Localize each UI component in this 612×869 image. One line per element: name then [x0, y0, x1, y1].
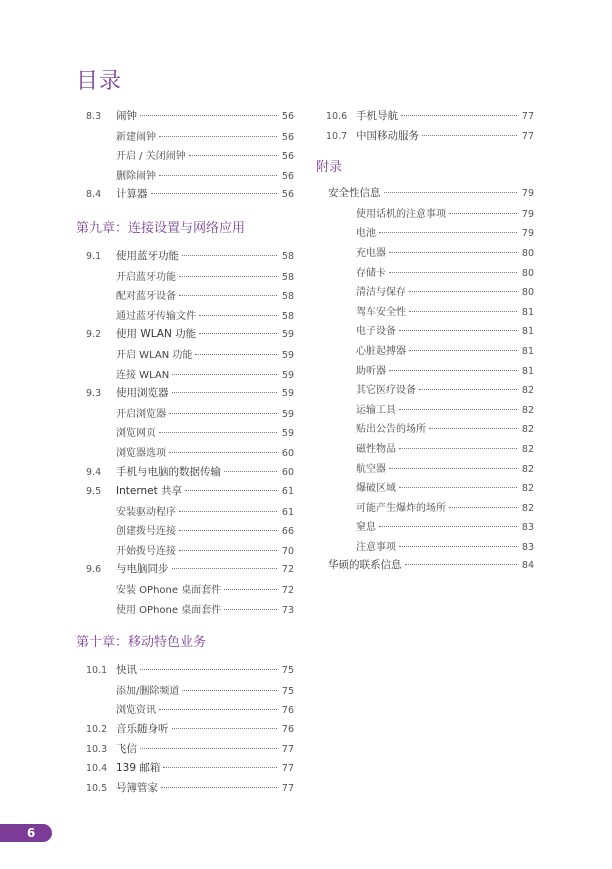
toc-dot-leader: [169, 413, 277, 414]
toc-entry[interactable]: [76, 682, 294, 702]
toc-entry-page: 59: [281, 408, 294, 420]
toc-entry[interactable]: [76, 385, 294, 405]
toc-entry-page: 56: [281, 111, 294, 122]
toc-entry-page: 82: [521, 385, 534, 397]
toc-entry-page: 59: [281, 388, 294, 400]
toc-entry-page: 79: [521, 228, 534, 240]
toc-entry-page: 82: [521, 443, 534, 455]
toc-dot-leader: [172, 392, 278, 393]
toc-entry-page: 82: [521, 483, 534, 495]
toc-entry-title: 磁性物品: [356, 443, 396, 455]
toc-entry[interactable]: [316, 440, 534, 460]
toc-entry-title: 使用蓝牙功能: [116, 249, 179, 262]
toc-dot-leader: [224, 609, 277, 610]
toc-dot-leader: [401, 115, 517, 116]
toc-entry-title: 其它医疗设备: [356, 385, 416, 397]
toc-entry-page: 58: [281, 250, 294, 262]
toc-entry-title: 助听器: [356, 365, 386, 377]
toc-dot-leader: [179, 276, 277, 277]
toc-entry-page: 73: [281, 604, 294, 616]
toc-entry-page: 61: [281, 506, 294, 518]
toc-entry[interactable]: [316, 401, 534, 421]
toc-entry-page: 77: [521, 130, 534, 142]
toc-entry-page: 81: [521, 306, 534, 318]
toc-dot-leader: [399, 330, 517, 331]
toc-entry-title: 新建闹钟: [116, 131, 156, 143]
toc-dot-leader: [405, 564, 518, 565]
toc-entry-title: 使用话机的注意事项: [356, 208, 446, 220]
toc-entry[interactable]: [316, 420, 534, 440]
toc-entry[interactable]: [76, 147, 294, 167]
toc-entry[interactable]: [316, 557, 534, 577]
toc-entry[interactable]: [76, 444, 294, 464]
toc-entry[interactable]: [316, 205, 534, 225]
toc-entry[interactable]: [316, 283, 534, 303]
toc-entry[interactable]: [316, 244, 534, 264]
toc-entry-page: 60: [281, 466, 294, 478]
toc-dot-leader: [409, 291, 517, 292]
toc-dot-leader: [163, 767, 277, 768]
toc-dot-leader: [422, 135, 517, 136]
toc-entry-title: 连接 WLAN: [116, 369, 170, 381]
toc-dot-leader: [159, 175, 277, 176]
toc-dot-leader: [399, 487, 517, 488]
toc-entry-title: 浏览器选项: [116, 447, 166, 459]
toc-dot-leader: [169, 452, 277, 453]
toc-entry[interactable]: [316, 499, 534, 519]
toc-entry-title: 创建拨号连接: [116, 526, 176, 538]
toc-entry-number: 10.5: [86, 782, 108, 794]
toc-entry-number: 9.1: [86, 250, 102, 262]
toc-dot-leader: [182, 255, 277, 256]
toc-entry-number: 10.6: [326, 111, 348, 122]
toc-entry-title: 可能产生爆炸的场所: [356, 502, 446, 514]
toc-entry-page: 58: [281, 310, 294, 322]
toc-entry-title: 窒息: [356, 522, 376, 534]
toc-dot-leader: [409, 311, 517, 312]
toc-entry-page: 84: [521, 560, 534, 572]
toc-dot-leader: [159, 709, 277, 710]
toc-entry-page: 81: [521, 365, 534, 377]
toc-entry-title: 驾车安全性: [356, 306, 406, 318]
toc-dot-leader: [172, 374, 277, 375]
toc-entry[interactable]: [316, 185, 534, 205]
toc-entry-title: 飞信: [116, 742, 137, 755]
toc-entry[interactable]: [316, 128, 534, 148]
toc-dot-leader: [179, 295, 277, 296]
toc-entry-title: 爆破区域: [356, 483, 396, 495]
toc-entry-title: 安装驱动程序: [116, 506, 176, 518]
toc-entry[interactable]: [316, 108, 534, 128]
toc-entry[interactable]: [76, 307, 294, 327]
toc-entry-page: 59: [281, 329, 294, 341]
toc-entry-number: 9.3: [86, 388, 102, 400]
toc-dot-leader: [195, 354, 277, 355]
toc-entry-number: 9.5: [86, 486, 102, 498]
toc-entry-page: 56: [281, 170, 294, 182]
toc-entry-title: 开启蓝牙功能: [116, 271, 176, 283]
toc-entry-number: 8.3: [86, 111, 102, 122]
toc-entry-page: 59: [281, 369, 294, 381]
toc-entry-page: 72: [281, 585, 294, 597]
toc-entry-number: 10.7: [326, 130, 348, 142]
toc-dot-leader: [159, 136, 277, 137]
toc-entry-number: 10.2: [86, 724, 108, 736]
toc-dot-leader: [182, 690, 277, 691]
toc-entry-title: 运输工具: [356, 404, 396, 416]
toc-entry[interactable]: [316, 381, 534, 401]
toc-entry[interactable]: [76, 662, 294, 682]
toc-dot-leader: [179, 550, 277, 551]
toc-dot-leader: [179, 530, 277, 531]
page-title: 目录: [76, 69, 123, 94]
toc-entry-page: 72: [281, 564, 294, 576]
page-number-badge: 6: [0, 824, 52, 842]
toc-entry[interactable]: [76, 108, 294, 128]
toc-entry[interactable]: [76, 366, 294, 386]
toc-entry-title: Internet 共享: [116, 485, 183, 498]
toc-entry-title: 安装 OPhone 桌面套件: [116, 585, 222, 597]
toc-entry[interactable]: [76, 287, 294, 307]
toc-dot-leader: [140, 669, 277, 670]
toc-entry-title: 电池: [356, 228, 376, 240]
toc-entry-page: 66: [281, 526, 294, 538]
toc-entry[interactable]: [76, 483, 294, 503]
toc-entry-page: 81: [521, 326, 534, 338]
toc-dot-leader: [379, 232, 517, 233]
toc-entry-title: 充电器: [356, 247, 386, 259]
toc-entry-page: 76: [281, 705, 294, 717]
toc-entry-title: 通过蓝牙传输文件: [116, 310, 196, 322]
toc-left-column: [76, 108, 294, 799]
toc-entry-page: 80: [521, 287, 534, 299]
toc-entry-page: 82: [521, 502, 534, 514]
toc-entry-title: 安全性信息: [328, 187, 381, 200]
toc-entry-title: 配对蓝牙设备: [116, 291, 176, 303]
toc-entry-page: 76: [281, 724, 294, 736]
toc-entry-page: 60: [281, 447, 294, 459]
toc-section-heading: 附录: [316, 160, 343, 176]
toc-dot-leader: [389, 272, 517, 273]
toc-entry[interactable]: [316, 342, 534, 362]
toc-dot-leader: [384, 192, 518, 193]
toc-dot-leader: [449, 507, 517, 508]
toc-entry-number: 10.3: [86, 743, 108, 755]
toc-entry-title: 快讯: [116, 664, 137, 677]
toc-entry[interactable]: [76, 128, 294, 148]
toc-entry[interactable]: [316, 303, 534, 323]
toc-entry-title: 电子设备: [356, 326, 396, 338]
toc-dot-leader: [199, 315, 277, 316]
toc-entry-title: 139 邮箱: [116, 762, 161, 775]
toc-dot-leader: [189, 155, 277, 156]
toc-entry[interactable]: [76, 581, 294, 601]
toc-entry-title: 号簿管家: [116, 781, 158, 794]
toc-entry-page: 83: [521, 522, 534, 534]
toc-entry-page: 61: [281, 486, 294, 498]
toc-entry[interactable]: [76, 167, 294, 187]
toc-dot-leader: [429, 428, 517, 429]
toc-dot-leader: [379, 526, 517, 527]
toc-entry-number: 9.2: [86, 329, 102, 341]
toc-entry-number: 10.4: [86, 763, 108, 775]
toc-entry[interactable]: [76, 601, 294, 621]
toc-entry-page: 77: [281, 743, 294, 755]
toc-entry[interactable]: [76, 542, 294, 562]
toc-entry[interactable]: [76, 464, 294, 484]
toc-entry-title: 注意事项: [356, 541, 396, 553]
toc-dot-leader: [399, 546, 517, 547]
toc-dot-leader: [161, 787, 277, 788]
toc-entry-page: 82: [521, 404, 534, 416]
toc-entry-page: 56: [281, 131, 294, 143]
toc-entry-page: 77: [281, 763, 294, 775]
toc-dot-leader: [172, 728, 278, 729]
toc-entry-page: 58: [281, 271, 294, 283]
toc-entry[interactable]: [316, 518, 534, 538]
toc-dot-leader: [389, 370, 517, 371]
toc-entry-title: 心脏起搏器: [356, 345, 406, 357]
toc-entry-title: 计算器: [116, 188, 148, 201]
toc-entry-number: 10.1: [86, 665, 108, 677]
toc-entry[interactable]: [316, 224, 534, 244]
toc-dot-leader: [140, 115, 277, 116]
toc-entry-title: 添加/删除频道: [116, 685, 180, 697]
toc-entry[interactable]: [76, 268, 294, 288]
toc-entry-title: 使用 OPhone 桌面套件: [116, 604, 222, 616]
toc-entry[interactable]: [76, 760, 294, 780]
toc-entry-page: 70: [281, 545, 294, 557]
toc-dot-leader: [199, 333, 277, 334]
toc-entry[interactable]: [76, 186, 294, 206]
toc-entry-title: 使用 WLAN 功能: [116, 328, 197, 341]
toc-entry-page: 75: [281, 665, 294, 677]
toc-entry-page: 82: [521, 424, 534, 436]
toc-entry[interactable]: [76, 561, 294, 581]
toc-entry[interactable]: [76, 405, 294, 425]
toc-entry-title: 存储卡: [356, 267, 386, 279]
toc-entry-title: 删除闹钟: [116, 170, 156, 182]
toc-dot-leader: [224, 471, 277, 472]
toc-entry-title: 开启浏览器: [116, 408, 166, 420]
toc-dot-leader: [140, 748, 277, 749]
toc-entry-title: 与电脑同步: [116, 563, 169, 576]
toc-entry-page: 77: [521, 111, 534, 122]
toc-entry-title: 开始拨号连接: [116, 545, 176, 557]
toc-dot-leader: [179, 511, 277, 512]
toc-dot-leader: [389, 468, 517, 469]
toc-dot-leader: [449, 213, 517, 214]
toc-entry[interactable]: [76, 346, 294, 366]
toc-entry-title: 贴出公告的场所: [356, 424, 426, 436]
toc-dot-leader: [151, 193, 278, 194]
toc-entry-page: 79: [521, 208, 534, 220]
toc-entry-page: 79: [521, 188, 534, 200]
toc-dot-leader: [224, 589, 277, 590]
toc-entry-number: 8.4: [86, 189, 102, 201]
toc-entry[interactable]: [76, 424, 294, 444]
toc-entry-page: 83: [521, 541, 534, 553]
toc-entry[interactable]: [76, 780, 294, 800]
toc-entry[interactable]: [76, 248, 294, 268]
toc-section-heading: 第十章：移动特色业务: [76, 635, 207, 651]
toc-section-heading: 第九章：连接设置与网络应用: [76, 220, 246, 236]
toc-dot-leader: [185, 490, 277, 491]
toc-entry-page: 82: [521, 463, 534, 475]
toc-dot-leader: [399, 409, 517, 410]
toc-entry[interactable]: [316, 362, 534, 382]
toc-dot-leader: [409, 350, 517, 351]
toc-entry-title: 中国移动服务: [356, 129, 419, 142]
toc-entry-title: 浏览网页: [116, 428, 156, 440]
toc-entry-title: 清洁与保存: [356, 287, 406, 299]
toc-entry-page: 59: [281, 349, 294, 361]
toc-entry-title: 音乐随身听: [116, 723, 169, 736]
toc-entry-title: 开启 WLAN 功能: [116, 349, 193, 361]
toc-dot-leader: [159, 432, 277, 433]
toc-entry-number: 9.4: [86, 466, 102, 478]
toc-dot-leader: [419, 389, 517, 390]
toc-entry[interactable]: [76, 522, 294, 542]
toc-entry[interactable]: [76, 701, 294, 721]
toc-entry-page: 80: [521, 267, 534, 279]
toc-entry-title: 航空器: [356, 463, 386, 475]
toc-entry-title: 华硕的联系信息: [328, 559, 402, 572]
toc-entry-page: 56: [281, 189, 294, 201]
toc-entry-page: 75: [281, 685, 294, 697]
toc-dot-leader: [172, 568, 278, 569]
toc-entry[interactable]: [316, 479, 534, 499]
toc-entry-title: 开启 / 关闭闹钟: [116, 151, 186, 163]
toc-entry[interactable]: [76, 503, 294, 523]
toc-entry-page: 77: [281, 782, 294, 794]
toc-entry-title: 浏览资讯: [116, 705, 156, 717]
toc-entry[interactable]: [76, 741, 294, 761]
toc-entry-number: 9.6: [86, 564, 102, 576]
toc-entry-page: 80: [521, 247, 534, 259]
toc-dot-leader: [399, 448, 517, 449]
toc-right-column: [316, 108, 534, 577]
toc-entry-title: 手机与电脑的数据传输: [116, 465, 221, 478]
toc-entry[interactable]: [316, 264, 534, 284]
toc-entry[interactable]: [76, 326, 294, 346]
toc-entry-title: 闹钟: [116, 110, 137, 122]
toc-entry-title: 手机导航: [356, 110, 398, 122]
toc-entry-page: 56: [281, 151, 294, 163]
toc-entry-page: 81: [521, 345, 534, 357]
toc-dot-leader: [389, 252, 517, 253]
toc-entry[interactable]: [316, 538, 534, 558]
toc-entry[interactable]: [76, 721, 294, 741]
toc-entry[interactable]: [316, 460, 534, 480]
toc-entry-title: 使用浏览器: [116, 387, 169, 400]
toc-entry-page: 58: [281, 291, 294, 303]
toc-entry[interactable]: [316, 322, 534, 342]
toc-entry-page: 59: [281, 428, 294, 440]
